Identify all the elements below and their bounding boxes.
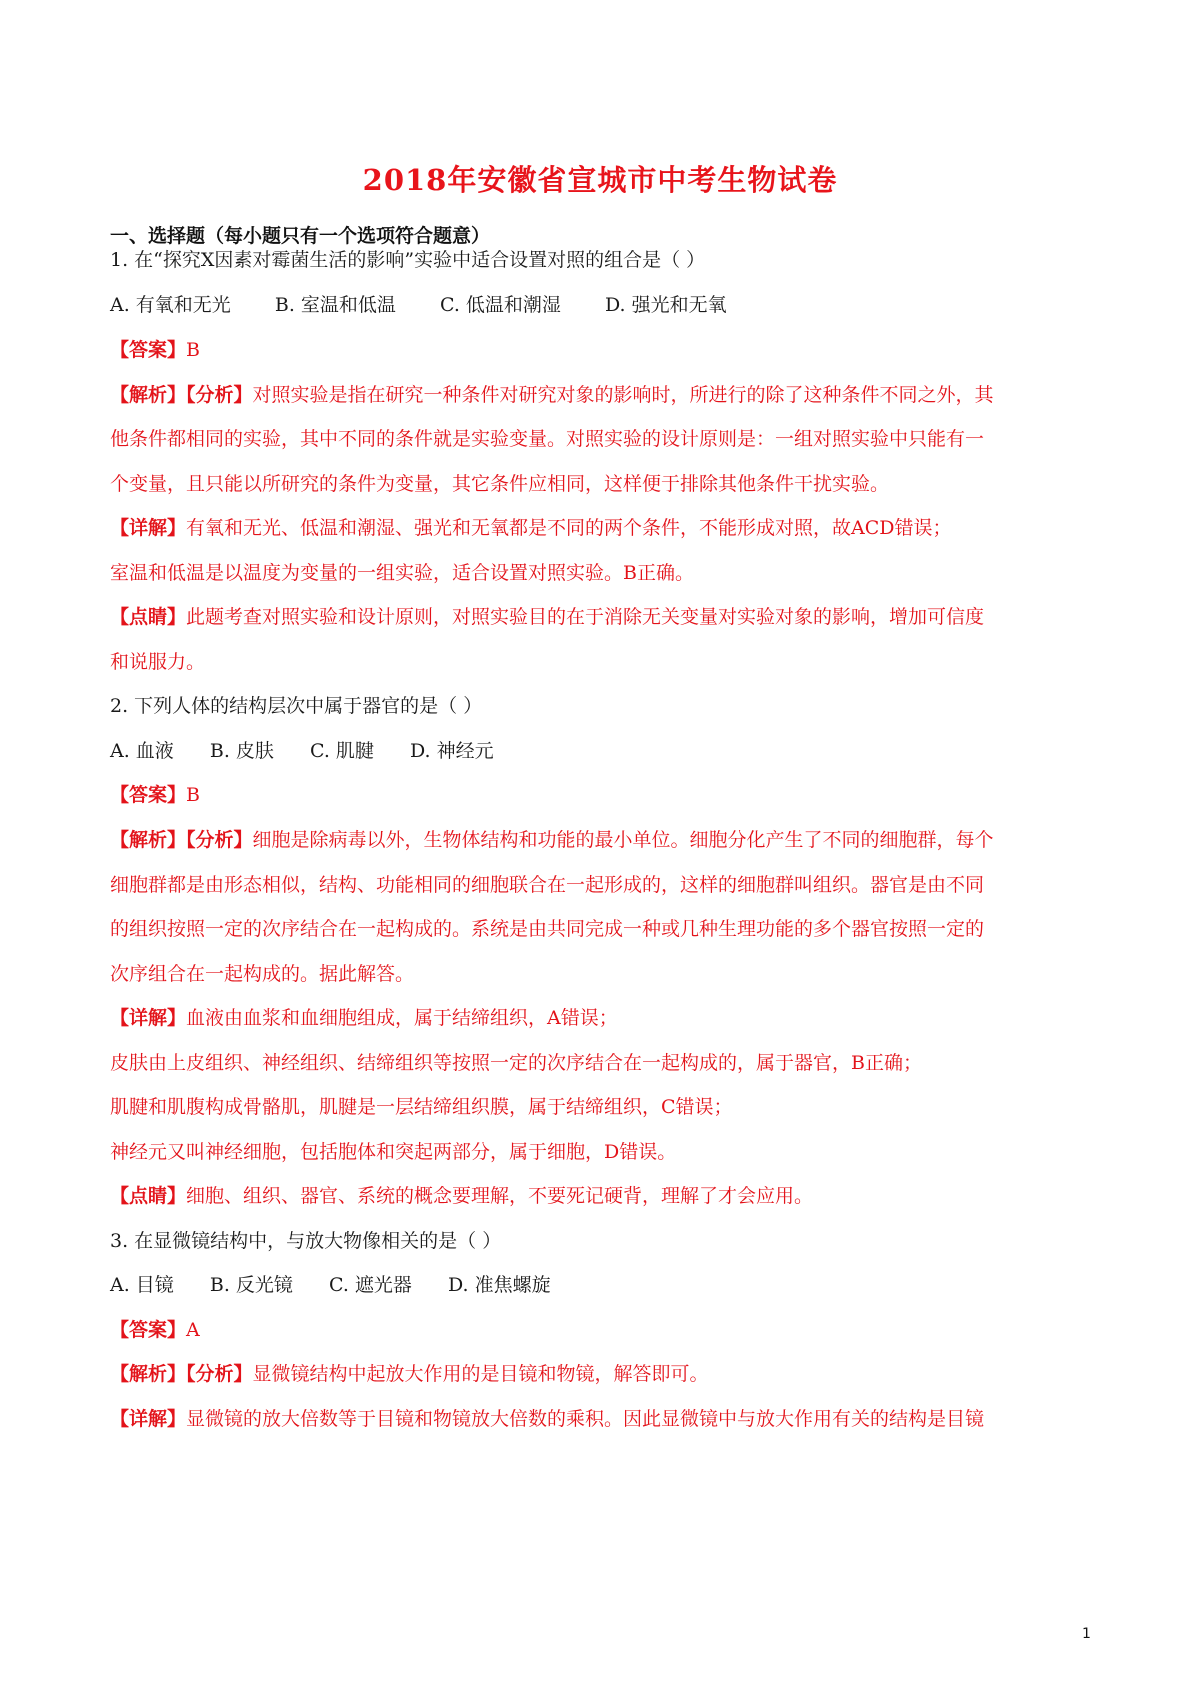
answer-value: A: [186, 1319, 200, 1341]
answer-value: B: [186, 339, 200, 361]
answer-tag: 【答案】: [110, 784, 187, 806]
answer-value: B: [186, 784, 200, 806]
comment-tag: 【点睛】: [110, 606, 187, 628]
comment-line: 和说服力。: [110, 651, 206, 673]
option-d: D. 神经元: [409, 740, 494, 762]
analysis-text: 显微镜结构中起放大作用的是目镜和物镜，解答即可。: [252, 1363, 709, 1385]
page-title: 2018年安徽省宣城市中考生物试卷: [362, 163, 838, 197]
option-c: C. 遮光器: [328, 1274, 412, 1296]
question-stem: 3. 在显微镜结构中，与放大物像相关的是（ ）: [110, 1230, 502, 1252]
option-a: A. 血液: [110, 740, 174, 762]
option-a: A. 目镜: [110, 1274, 174, 1296]
detail-line: 皮肤由上皮组织、神经组织、结缔组织等按照一定的次序结合在一起构成的，属于器官，B正确；: [110, 1052, 922, 1074]
page-number: 1: [1082, 1626, 1091, 1642]
detail-line: 肌腱和肌腹构成骨骼肌，肌腱是一层结缔组织膜，属于结缔组织，C错误；: [110, 1096, 733, 1118]
detail-tag: 【详解】: [110, 1408, 187, 1430]
detail-text: 血液由血浆和血细胞组成，属于结缔组织，A错误；: [186, 1007, 618, 1029]
option-c: C. 低温和潮湿: [439, 294, 561, 316]
option-c: C. 肌腱: [309, 740, 374, 762]
comment-line: [110, 1184, 813, 1208]
detail-line: 神经元又叫神经细胞，包括胞体和突起两部分，属于细胞，D错误。: [110, 1141, 677, 1163]
question-options: [110, 739, 532, 763]
detail-text: 显微镜的放大倍数等于目镜和物镜放大倍数的乘积。因此显微镜中与放大作用有关的结构是目镜: [186, 1408, 985, 1430]
detail-text: 有氧和无光、低温和潮湿、强光和无氧都是不同的两个条件，不能形成对照，故ACD错误；: [186, 517, 952, 539]
analysis-line: [110, 383, 994, 407]
analysis-line: 的组织按照一定的次序结合在一起构成的。系统是由共同完成一种或几种生理功能的多个器官按照一定的: [110, 918, 985, 940]
detail-line: 室温和低温是以温度为变量的一组实验，适合设置对照实验。B正确。: [110, 562, 694, 584]
section-heading: 一、选择题（每小题只有一个选项符合题意）: [110, 225, 491, 247]
detail-line: [110, 516, 952, 540]
option-d: D. 强光和无氧: [604, 294, 727, 316]
question-stem: 2. 下列人体的结构层次中属于器官的是（ ）: [110, 695, 483, 717]
comment-tag: 【点睛】: [110, 1185, 187, 1207]
answer-tag: 【答案】: [110, 1319, 187, 1341]
detail-tag: 【详解】: [110, 517, 187, 539]
analysis-line: 个变量，且只能以所研究的条件为变量，其它条件应相同，这样便于排除其他条件干扰实验。: [110, 473, 890, 495]
analysis-line: 次序组合在一起构成的。据此解答。: [110, 963, 415, 985]
analysis-line: [110, 1362, 709, 1386]
analysis-tag: 【解析】【分析】: [110, 1363, 253, 1385]
comment-text: 此题考查对照实验和设计原则，对照实验目的在于消除无关变量对实验对象的影响，增加可信度: [186, 606, 985, 628]
analysis-tag: 【解析】【分析】: [110, 384, 253, 406]
option-a: A. 有氧和无光: [110, 294, 231, 316]
option-b: B. 室温和低温: [274, 294, 396, 316]
answer-line: [110, 1318, 200, 1342]
analysis-line: 他条件都相同的实验，其中不同的条件就是实验变量。对照实验的设计原则是：一组对照实验中只能有一: [110, 428, 985, 450]
analysis-text: 对照实验是指在研究一种条件对研究对象的影响时，所进行的除了这种条件不同之外，其: [252, 384, 994, 406]
detail-line: [110, 1006, 618, 1030]
analysis-line: [110, 828, 994, 852]
analysis-text: 细胞是除病毒以外，生物体结构和功能的最小单位。细胞分化产生了不同的细胞群，每个: [252, 829, 994, 851]
option-b: B. 反光镜: [209, 1274, 293, 1296]
question-options: [110, 293, 765, 317]
comment-line: [110, 605, 984, 629]
detail-line: [110, 1407, 984, 1431]
question-options: [110, 1273, 589, 1297]
question-stem: 1. 在“探究X因素对霉菌生活的影响”实验中适合设置对照的组合是（ ）: [110, 249, 706, 271]
option-b: B. 皮肤: [209, 740, 274, 762]
answer-line: [110, 783, 200, 807]
comment-text: 细胞、组织、器官、系统的概念要理解，不要死记硬背，理解了才会应用。: [186, 1185, 814, 1207]
analysis-tag: 【解析】【分析】: [110, 829, 253, 851]
detail-tag: 【详解】: [110, 1007, 187, 1029]
answer-tag: 【答案】: [110, 339, 187, 361]
option-d: D. 准焦螺旋: [447, 1274, 551, 1296]
answer-line: [110, 338, 200, 362]
analysis-line: 细胞群都是由形态相似，结构、功能相同的细胞联合在一起形成的，这样的细胞群叫组织。器官是由不同: [110, 874, 985, 896]
